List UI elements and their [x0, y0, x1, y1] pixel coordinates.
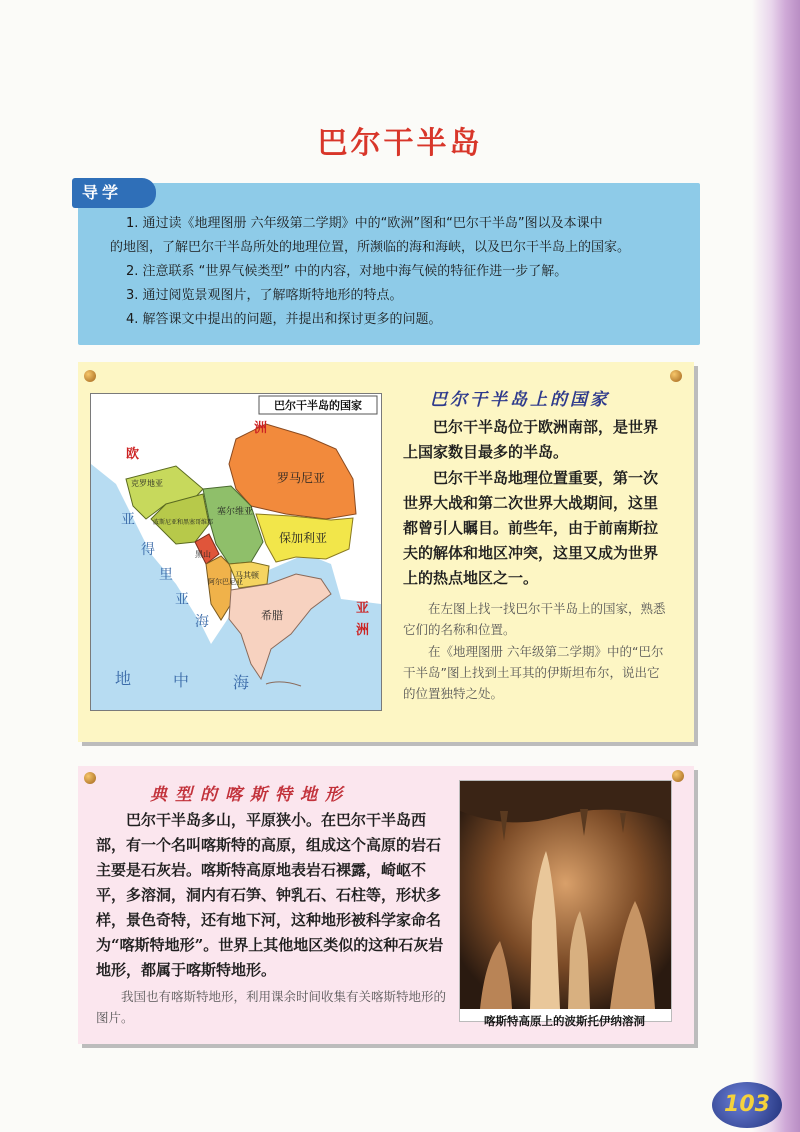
balkan-map [90, 393, 382, 711]
label-med-1: 地 [115, 669, 132, 688]
pin-icon [84, 370, 96, 382]
guide-item-2: 2. 注意联系 “世界气候类型” 中的内容，对地中海气候的特征作进一步了解。 [126, 264, 568, 279]
countries-note-1: 在左图上找一找巴尔干半岛上的国家，熟悉它们的名称和位置。 [403, 601, 666, 637]
label-adriatic-1: 亚 [121, 512, 135, 528]
label-adriatic-5: 海 [195, 614, 209, 630]
guide-box [78, 183, 700, 345]
page-number: 103 [712, 1082, 782, 1128]
cave-photo [459, 780, 672, 1022]
label-adriatic-2: 得 [141, 542, 155, 558]
label-montenegro: 黑山 [195, 550, 211, 559]
label-albania: 阿尔巴尼亚 [208, 578, 243, 586]
cave-photo-graphic [460, 781, 671, 1009]
countries-paragraph-2: 巴尔干半岛地理位置重要，第一次世界大战和第二次世界大战期间，这里都曾引人瞩目。前些年，由于前南斯拉夫的解体和地区冲突，这里又成为世界上的热点地区之一。 [403, 469, 659, 587]
guide-item-1-line-2: 的地图，了解巴尔干半岛所处的地理位置，所濒临的海和海峡，以及巴尔干半岛上的国家。 [110, 240, 631, 255]
pin-icon [84, 772, 96, 784]
label-adriatic-4: 亚 [175, 592, 189, 608]
label-med-3: 海 [233, 673, 250, 692]
countries-note-2: 在《地理图册 六年级第二学期》中的“巴尔干半岛”图上找到土耳其的伊斯坦布尔，说出它的位置独特之处。 [403, 644, 664, 701]
photo-caption: 喀斯特高原上的波斯托伊纳溶洞 [484, 1014, 645, 1028]
balkan-map-graphic [91, 394, 381, 710]
karst-paragraph: 巴尔干半岛多山，平原狭小。在巴尔干半岛西部，有一个名叫喀斯特的高原，组成这个高原的岩石主要是石灰岩。喀斯特高原地表岩石裸露，崎岖不平，多溶洞，洞内有石笋、钟乳石、石柱等，形状多样，景色奇特，还有地下河，这种地形被科学家命名为“喀斯特地形”。世界上其他地区类似的这种石灰岩地形，都属于喀斯特地形。 [96, 811, 444, 979]
label-serbia: 塞尔维亚 [217, 507, 254, 517]
guide-item-1-line-1: 1. 通过读《地理图册 六年级第二学期》中的“欧洲”图和“巴尔干半岛”图以及本课中 [126, 216, 603, 231]
guide-tab: 导学 [72, 178, 156, 208]
guide-item-3: 3. 通过阅览景观图片，了解喀斯特地形的特点。 [126, 288, 403, 303]
label-europe-right: 洲 [254, 421, 268, 436]
page-title: 巴尔干半岛 [317, 126, 483, 161]
label-croatia: 克罗地亚 [131, 479, 163, 488]
label-med-2: 中 [173, 671, 190, 690]
label-asia-top: 亚 [356, 601, 370, 616]
karst-note: 我国也有喀斯特地形，利用课余时间收集有关喀斯特地形的图片。 [96, 989, 447, 1025]
label-greece: 希腊 [261, 609, 283, 622]
label-bosnia: 波斯尼亚和黑塞哥维那 [153, 519, 214, 526]
guide-item-4: 4. 解答课文中提出的问题，并提出和探讨更多的问题。 [126, 312, 442, 327]
label-adriatic-3: 里 [159, 567, 173, 583]
label-bulgaria: 保加利亚 [279, 531, 328, 545]
label-asia-bottom: 洲 [356, 623, 370, 638]
countries-heading: 巴尔干半岛上的国家 [430, 390, 610, 410]
page-edge-decoration [752, 0, 800, 1132]
label-europe-left: 欧 [126, 447, 140, 462]
map-title: 巴尔干半岛的国家 [274, 399, 362, 412]
karst-heading: 典型的喀斯特地形 [150, 785, 350, 805]
label-macedonia: 马其顿 [235, 571, 259, 580]
countries-paragraph-1: 巴尔干半岛位于欧洲南部，是世界上国家数目最多的半岛。 [403, 418, 659, 461]
pin-icon [672, 770, 684, 782]
pin-icon [670, 370, 682, 382]
label-romania: 罗马尼亚 [277, 471, 326, 485]
